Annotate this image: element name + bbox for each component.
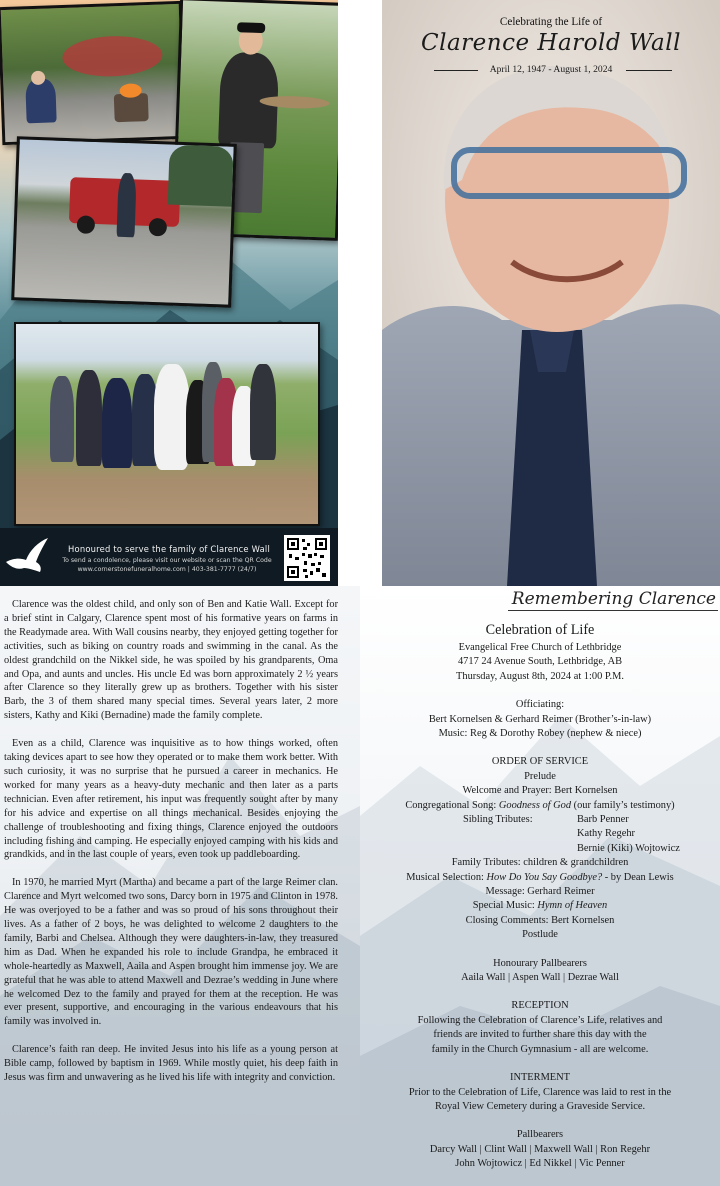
cover-dates: April 12, 1947 - August 1, 2024 — [489, 64, 613, 75]
portrait-photo — [382, 0, 720, 586]
musical-title: How Do You Say Goodbye? — [486, 871, 603, 883]
cover-top-line: Celebrating the Life of — [499, 16, 603, 28]
cover-panel — [382, 0, 720, 586]
song-label: Congregational Song: — [405, 799, 499, 811]
congregational-song — [360, 799, 720, 813]
special-label: Special Music: — [472, 900, 538, 912]
photo-red-truck — [11, 136, 237, 308]
officiants: Bert Kornelsen & Gerhard Reimer (Brother’s-in-law) — [428, 713, 652, 725]
obituary-paragraph: Clarence was the oldest child, and only son of Ben and Katie Wall. Except for a brief stint in Calgary, Clarence spent most of his formative years on farms in the Readymade area. With Wall cousins nearby, they enjoyed getting together for activities, such as biking on country roads and swimming in the canal. As the oldest grandchild on the Nikkel side, he was spoiled by his grandparents, Oma and Opa, and aunts and uncles. His uncle Ed was born approximately 2 ½ years after Clarence so they literally grew up as brothers. Together with his sister Barb, the 3 of them shared many special times. Several years later, 2 more sisters, Kathy and Kiki (Bernadine) made the family complete. — [4, 599, 338, 722]
pallbearers-title: Pallbearers — [516, 1129, 564, 1141]
song-note: (our family’s testimony) — [571, 799, 675, 811]
sibling-tributes — [360, 813, 720, 827]
church-address: 4717 24 Avenue South, Lethbridge, AB — [457, 656, 623, 668]
dates-rule-right — [626, 70, 672, 71]
interment-line: Prior to the Celebration of Life, Clarence was laid to rest in the — [408, 1086, 672, 1098]
reception-line: family in the Church Gymnasium - all are welcome. — [431, 1043, 649, 1055]
service-program — [360, 622, 720, 1172]
photo-family-wedding — [14, 322, 320, 526]
qr-code-icon[interactable] — [284, 535, 330, 581]
sibling-label: Sibling Tributes: — [463, 814, 533, 826]
musical-label: Musical Selection: — [406, 871, 487, 883]
sibling-name: Kathy Regehr — [577, 828, 635, 840]
sibling-tributes — [360, 827, 720, 841]
church-name: Evangelical Free Church of Lethbridge — [458, 642, 622, 653]
obituary-text — [4, 598, 338, 1099]
reception-line: friends are invited to further share this day with the — [433, 1029, 647, 1041]
musical-selection — [360, 871, 720, 885]
obituary-panel — [0, 586, 360, 1186]
sibling-tributes — [360, 842, 720, 856]
pallbearers-line: John Wojtowicz | Ed Nikkel | Vic Penner — [455, 1158, 625, 1170]
musical-artist: - by Dean Lewis — [602, 871, 674, 883]
dove-icon — [4, 536, 50, 576]
special-title: Hymn of Heaven — [537, 900, 608, 912]
remembering-rule — [508, 610, 718, 611]
postlude: Postlude — [522, 929, 558, 941]
obituary-paragraph: Even as a child, Clarence was inquisitive as to how things worked, often taking devices apart to see how they operated or to make them work better. With such curiosity, it was no surprise that he pursued a career in mechanics. He worked for many years as a heavy-duty mechanic and then later as a parts technician. Even after retirement, his input was frequently sought after by many for his advice and expertise on all things mechanical. Besides enjoying the challenge of troubleshooting and fixing things, Clarence enjoyed the outdoors including fishing and camping. He especially enjoyed camping with his kids and grandkids, and in the last couple of years, even took up paddleboarding. — [4, 738, 338, 861]
reception-line: Following the Celebration of Clarence’s Life, relatives and — [417, 1014, 663, 1026]
welcome-prayer: Welcome and Prayer: Bert Kornelsen — [462, 785, 618, 797]
message: Message: Gerhard Reimer — [485, 886, 595, 898]
website-line[interactable]: www.cornerstonefuneralhome.com | 403-381-7777 (24/7) — [77, 566, 257, 573]
song-title: Goodness of God — [498, 799, 572, 811]
order-of-service-title: ORDER OF SERVICE — [491, 756, 589, 768]
photo-collage-panel — [0, 0, 338, 586]
family-tributes: Family Tributes: children & grandchildren — [451, 857, 629, 869]
pallbearers-line: Darcy Wall | Clint Wall | Maxwell Wall | Ron Regehr — [429, 1143, 651, 1155]
sibling-name: Bernie (Kiki) Wojtowicz — [577, 842, 680, 854]
photo-campfire — [0, 1, 186, 145]
service-date-time: Thursday, August 8th, 2024 at 1:00 P.M. — [456, 670, 624, 682]
honoured-text: Honoured to serve the family of Clarence Wall — [68, 544, 270, 554]
remembering-heading: Remembering Clarence — [511, 589, 716, 609]
special-music — [360, 899, 720, 913]
interment-line: Royal View Cemetery during a Graveside Service. — [434, 1100, 646, 1112]
condolence-line: To send a condolence, please visit our website or scan the QR Code — [62, 557, 272, 564]
honourary-pallbearers: Aaila Wall | Aspen Wall | Dezrae Wall — [461, 972, 619, 984]
cover-name: Clarence Harold Wall — [421, 30, 681, 56]
obituary-paragraph: Clarence’s faith ran deep. He invited Jesus into his life as a young person at Bible camp, followed by baptism in 1969. While mostly quiet, his deep faith in Jesus was firm and unwavering as he lived his life with integrity and conviction. — [4, 1044, 338, 1084]
music-line: Music: Reg & Dorothy Robey (nephew & niece) — [438, 728, 642, 740]
closing-comments: Closing Comments: Bert Kornelsen — [465, 914, 615, 926]
sibling-name: Barb Penner — [577, 814, 629, 826]
reception-title: RECEPTION — [511, 1000, 569, 1012]
interment-title: INTERMENT — [509, 1072, 571, 1084]
service-panel — [360, 586, 720, 1186]
officiating-label: Officiating: — [515, 699, 565, 711]
condolence-text — [52, 556, 282, 574]
honourary-pallbearers-title: Honourary Pallbearers — [493, 957, 587, 969]
celebration-heading: Celebration of Life — [485, 622, 595, 638]
prelude: Prelude — [524, 770, 556, 782]
obituary-paragraph: In 1970, he married Myrt (Martha) and became a part of the large Reimer clan. Clarence and Myrt welcomed two sons, Darcy born in 1975 and Clinton in 1978. He was overjoyed to be a father and was so proud of his sons throughout their lives. As a father of 2 boys, he was delighted to welcome 2 daughters to the family, Barbi and Chelsea. Although they were daughters-in-law, they treasured him as Dad. When he expanded his role to include Grandpa, he embraced it whole-heartedly as Maxwell, Aaila and Aspen brought him immense joy. We are grateful that he was able to attend Maxwell and Dezrae’s wedding in June where he welcomed Dez to the family and prayed for them at the reception. He was ever present, supportive, and encouraging in the various endeavours that his family was involved in. — [4, 877, 338, 1028]
